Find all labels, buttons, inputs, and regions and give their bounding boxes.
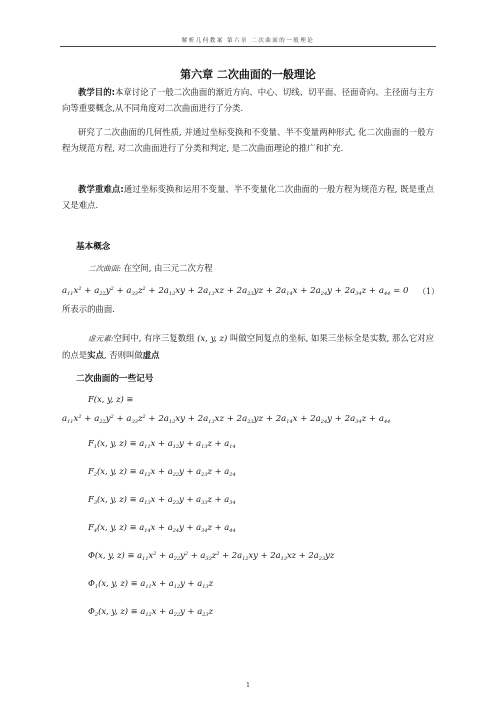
quadric-term: 二次曲面: — [88, 264, 121, 273]
keypoints-text: 通过坐标变换和运用不变量、半不变量化二次曲面的一般方程为规范方程, 既是重点又是难点. — [62, 184, 434, 211]
keypoints-paragraph — [62, 181, 434, 213]
definition-imaginary — [62, 330, 434, 363]
equation-1-caption: 所表示的曲面. — [62, 304, 115, 314]
chapter-title: 第六章 二次曲面的一般理论 — [180, 68, 316, 81]
header-rule — [60, 46, 436, 47]
imaginary-text-b: 叫做空间复点的坐标, 如果三坐标全是实数, 那么它对应的点是 — [62, 333, 435, 361]
objectives-paragraph — [62, 84, 434, 116]
F-definition-rhs: $a_{11}x^2 + a_{22}y^2 + a_{33}z^2 + 2a_{12}xy + 2a_{13}xz + 2a_{23}yz + 2a_{14}x + 2a_{24}y + 2a_{34}z + a_{44}$ — [62, 414, 391, 425]
quadric-text: 在空间, 由三元二次方程 — [120, 263, 213, 273]
objectives-text: 本章讨论了一般二次曲面的渐近方向、中心、切线、切平面、径面奇向、主径面与主方向等重要概念,从不同角度对二次曲面进行了分类. — [62, 87, 434, 114]
definition-quadric — [88, 262, 213, 274]
Phi2-formula: $\Phi_2(x$, y, $z) \equiv a_{12}x + a_{22}y + a_{23}z$ — [88, 606, 214, 618]
F2-formula: $F_2(x$, y, $z) \equiv a_{12}x + a_{22}y + a_{23}z + a_{24}$ — [88, 466, 236, 478]
coord-triple: (x, y, z) — [197, 333, 228, 343]
F4-formula: $F_4(x$, y, $z) \equiv a_{14}x + a_{24}y + a_{34}z + a_{44}$ — [88, 522, 236, 534]
keypoints-label: 教学重难点: — [78, 184, 124, 194]
F-definition-lhs: F(x, y, z) ≡ — [88, 394, 134, 404]
F1-formula: $F_1(x$, y, $z) \equiv a_{11}x + a_{12}y + a_{13}z + a_{14}$ — [88, 438, 236, 450]
imaginary-term: 虚元素: — [88, 334, 114, 343]
F3-formula: $F_3(x$, y, $z) \equiv a_{13}x + a_{23}y + a_{33}z + a_{34}$ — [88, 494, 236, 506]
real-point-term: 实点 — [87, 350, 104, 361]
basic-concepts-heading: 基本概念 — [76, 242, 111, 252]
imaginary-text-c: , 否则叫做 — [103, 350, 143, 361]
equation-1-number: （1） — [418, 287, 440, 296]
running-header: 解析几何教案 第六章 二次曲面的一般理论 — [181, 38, 315, 44]
imaginary-point-term: 虚点 — [142, 350, 160, 361]
equation-1: $a_{11}x^2 + a_{22}y^2 + a_{33}z^2 + 2a_{12}xy + 2a_{13}xz + 2a_{23}yz + 2a_{14}x + 2a_{24}y + 2a_{34}z + a_{44} = 0$ — [62, 286, 409, 297]
notation-heading: 二次曲面的一些记号 — [76, 374, 154, 384]
objectives-label: 教学目的: — [78, 87, 115, 97]
imaginary-text-a: 空间中, 有序三复数组 — [113, 333, 198, 343]
Phi1-formula: $\Phi_1(x$, y, $z) \equiv a_{11}x + a_{12}y + a_{13}z$ — [88, 578, 214, 590]
Phi-formula: Φ(x, y, $z) \equiv a_{11}x^2 + a_{22}y^2 + a_{33}z^2 + 2a_{12}xy + 2a_{13}xz + 2a_{23}yz$ — [88, 550, 335, 562]
page-number: 1 — [246, 682, 250, 689]
objectives-paragraph-2: 研究了二次曲面的几何性质, 并通过坐标变换和不变量、半不变量两种形式, 化二次曲面的一般方程为规范方程, 对二次曲面进行了分类和判定, 是二次曲面理论的推广和扩充. — [62, 127, 434, 154]
